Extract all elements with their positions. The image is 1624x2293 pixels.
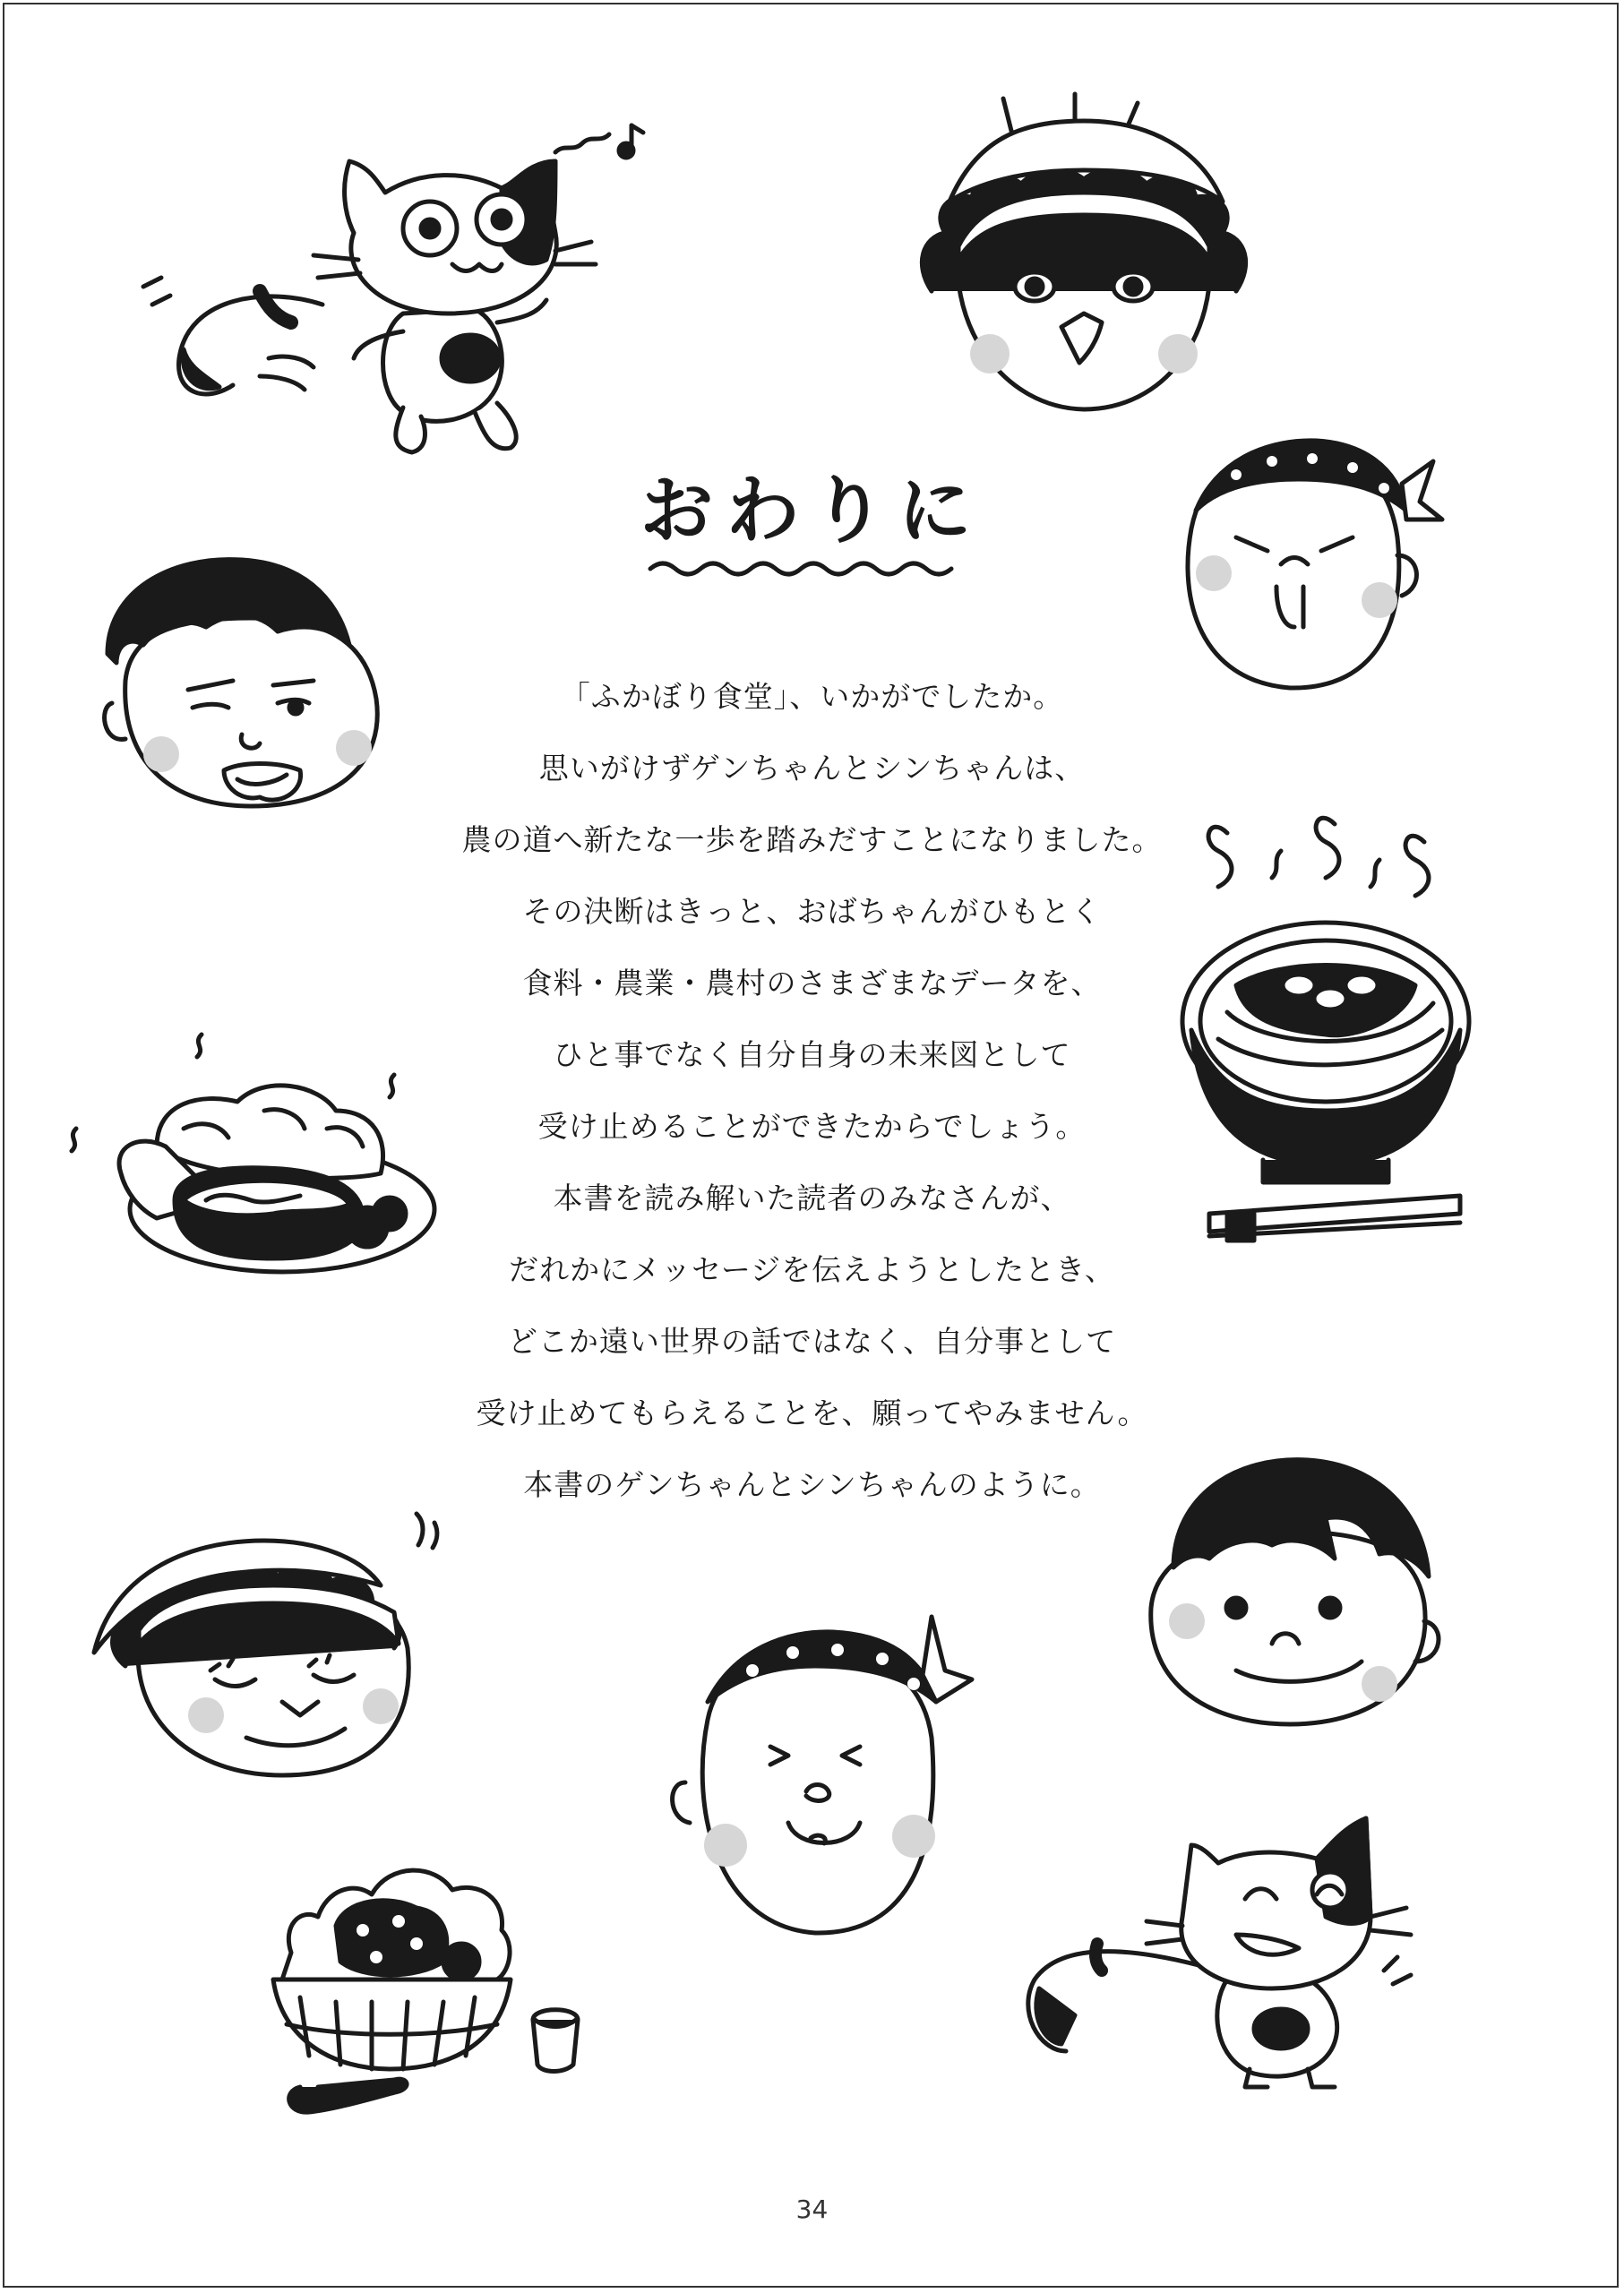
body-line: その決断はきっと、おばちゃんがひもとく: [522, 894, 1102, 929]
afterword-body: [0, 661, 1624, 1521]
page-title: おわりに: [640, 468, 984, 554]
body-line: 食料・農業・農村のさまざまなデータを、: [522, 966, 1102, 1001]
body-line: 受け止めてもらえることを、願ってやみません。: [476, 1396, 1148, 1430]
auntie-angry-icon: [896, 85, 1272, 425]
title-wave-decoration: [647, 555, 958, 582]
body-line: 本書のゲンちゃんとシンちゃんのように。: [523, 1467, 1101, 1502]
body-line: 受け止めることができたからでしょう。: [537, 1109, 1087, 1144]
body-line: だれかにメッセージを伝えようとしたとき、: [509, 1252, 1115, 1287]
body-line: 本書を読み解いた読者のみなさんが、: [553, 1181, 1071, 1215]
bandana-man-laughing-icon: [654, 1603, 985, 1944]
cat-happy-icon: [1012, 1800, 1424, 2096]
body-line: 「ふかぼり食堂」、いかがでしたか。: [560, 679, 1064, 714]
body-line: 農の道へ新たな一歩を踏みだすことになりました。: [461, 822, 1163, 857]
cat-dancing-icon: [134, 107, 654, 466]
stew-bowl-icon: [255, 1845, 614, 2123]
body-line: ひと事でなく自分自身の未来図として: [553, 1037, 1071, 1072]
body-line: 思いがけずゲンちゃんとシンちゃんは、: [538, 751, 1086, 786]
body-line: どこか遠い世界の話ではなく、自分事として: [507, 1324, 1117, 1359]
auntie-smiling-icon: [85, 1487, 461, 1782]
page-number: 34: [795, 2194, 829, 2224]
